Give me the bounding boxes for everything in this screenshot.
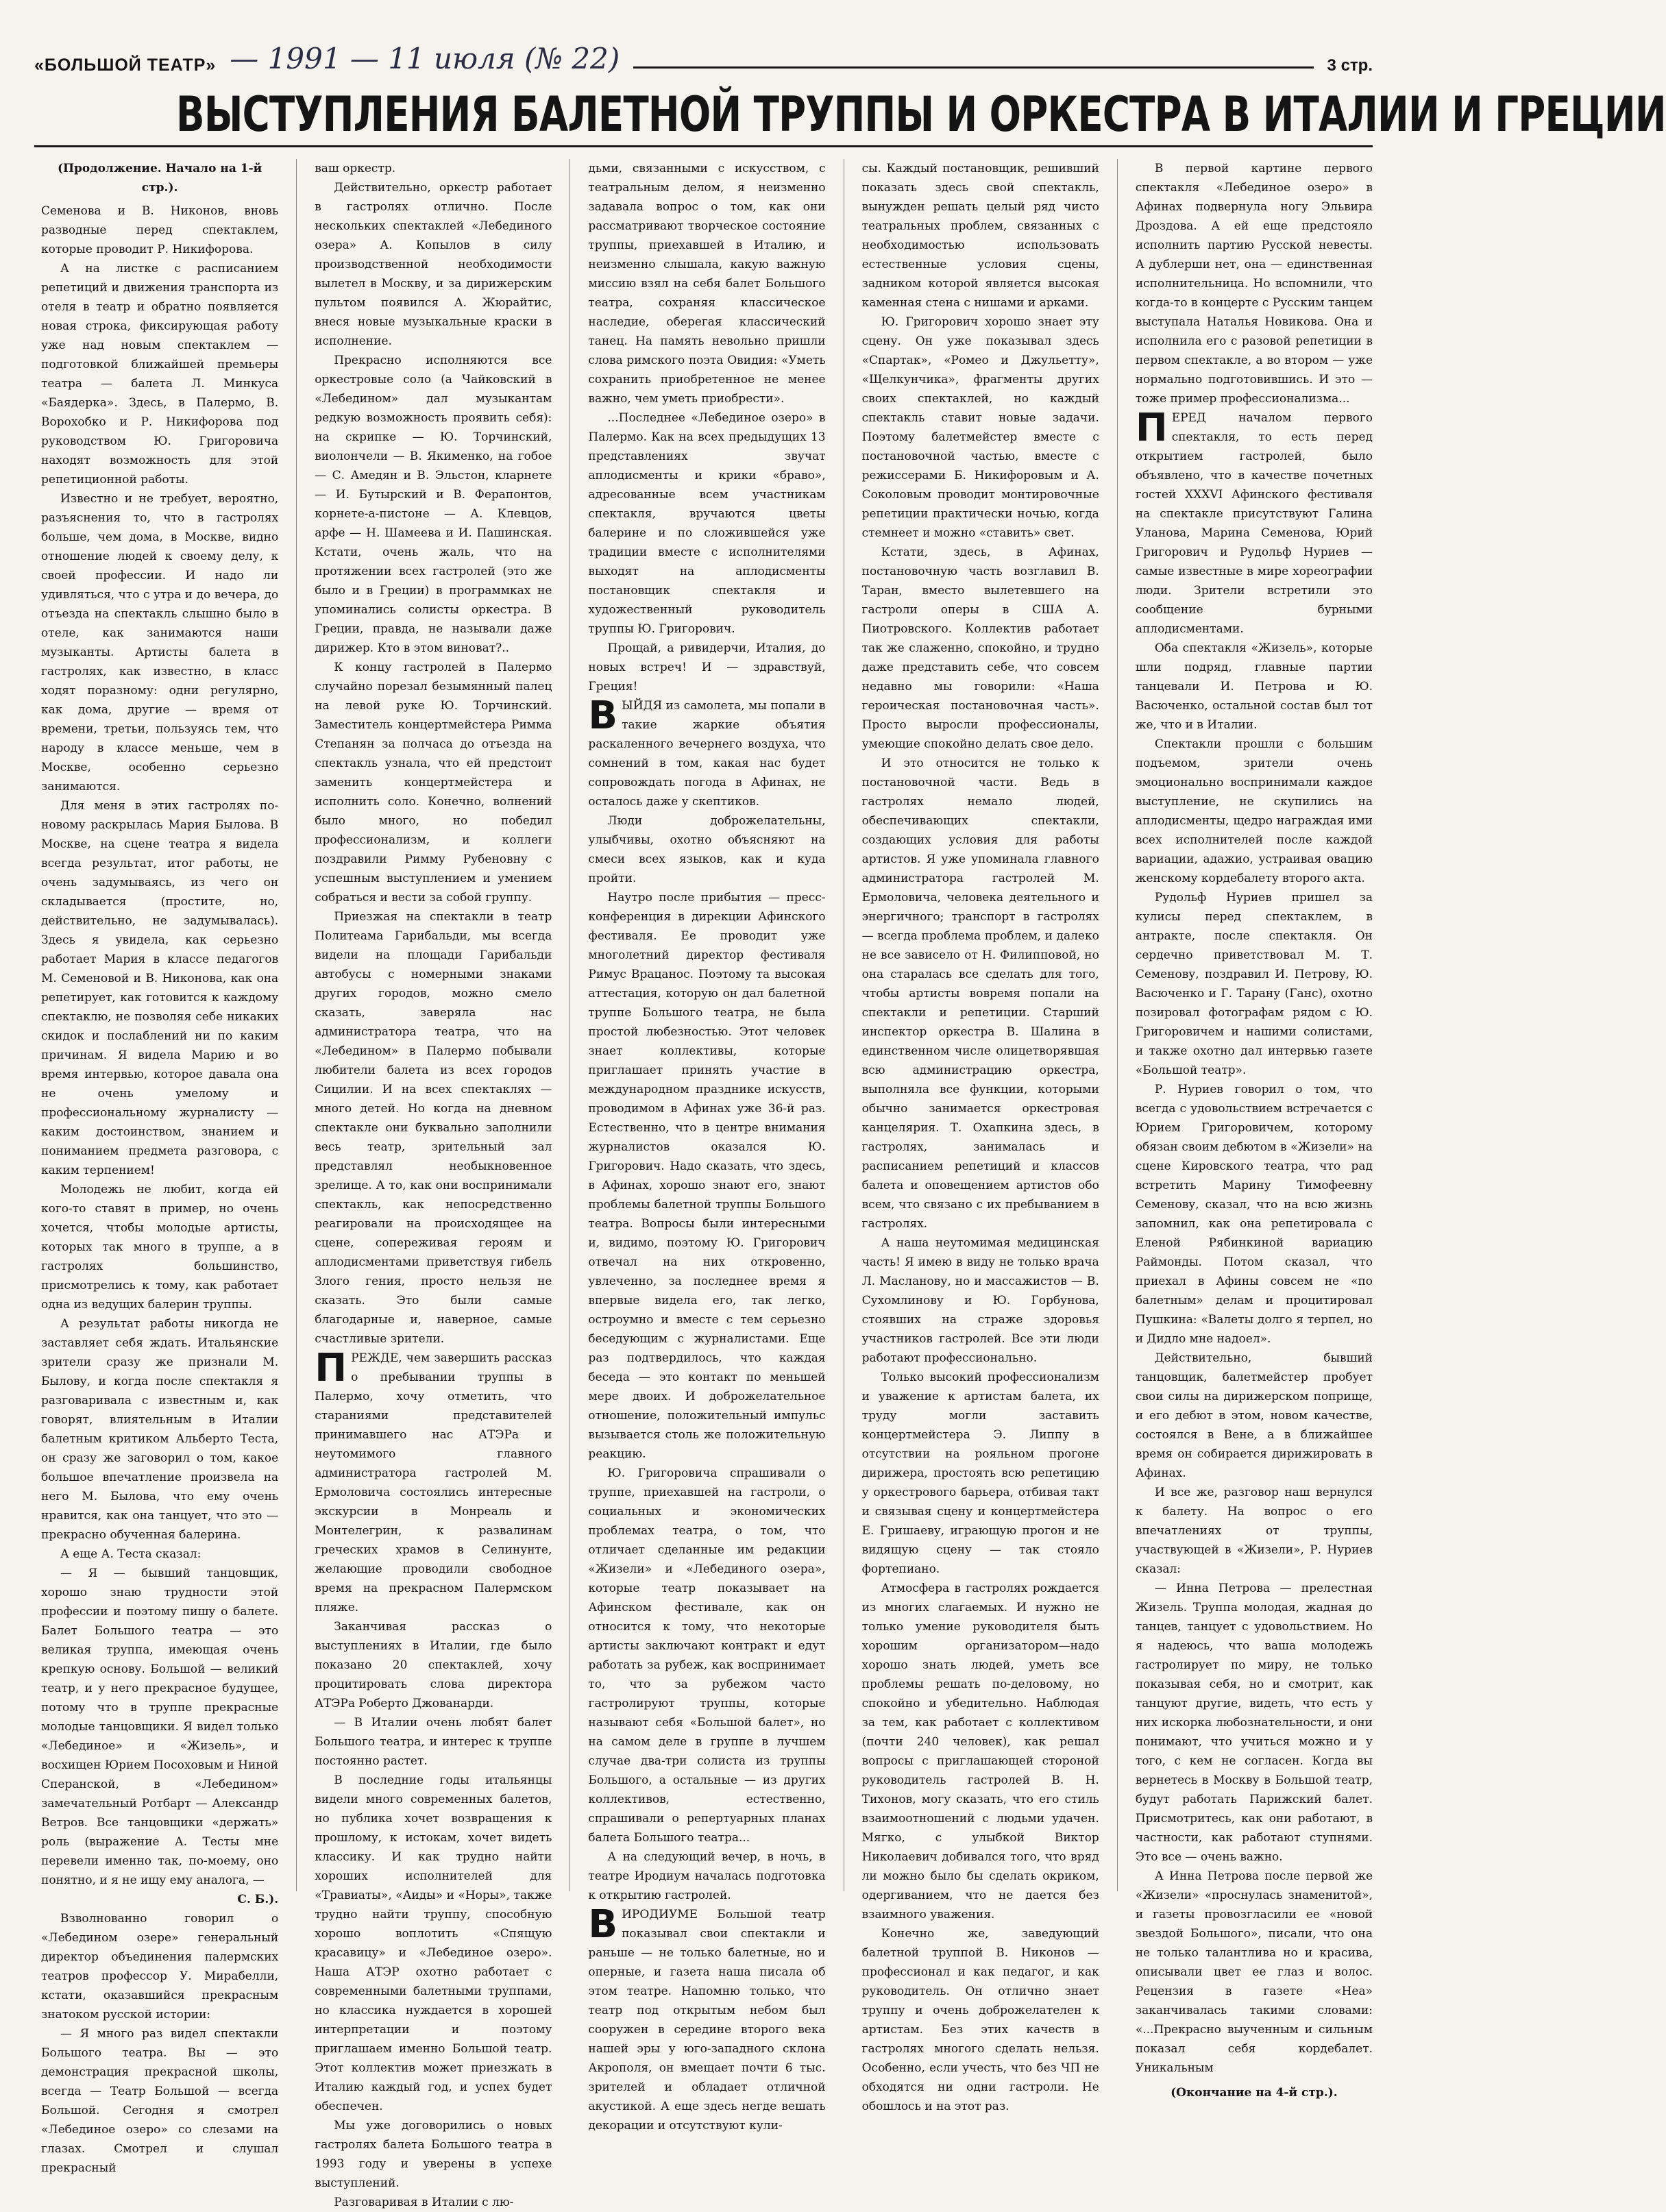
paragraph: В первой картине первого спектакля «Лебединое озеро» в Афинах подвернула ногу Эльвира Дроздова. А ей еще предстояло исполнить партию Русской невесты. А дублерши нет, она — единственная исполнительница. Но вспомнили, что когда-то в концерте с Русским танцем выступала Наталья Новикова. Она и исполнила его с разовой репетиции в первом спектакле, а во втором — уже нормально подготовившись. И это — тоже пример профессионализма... (1135, 162, 1373, 406)
paragraph: Ю. Григоровича спрашивали о труппе, приехавшей на гастроли, о социальных и экономических проблемах театра, о том, что отличает сделанные им редакции «Жизели» и «Лебединого озера», которые театр показывает на Афинском фестивале, как он относится к тому, что некоторые артисты заключают контракт и едут работать за рубеж, как воспринимает то, что за рубежом часто гастролируют труппы, которые называют себя «Большой балет», но на самом деле в группе в лучшем случае два-три солиста из труппы Большого, а остальные — из других коллективов, естественно, спрашивали о репертуарных планах балета Большого театра... (588, 1466, 826, 1845)
paragraph: Наутро после прибытия — пресс-конференция в дирекции Афинского фестиваля. Ее проводит уже многолетний директор фестиваля Римус Врацанос. Поэтому та высокая аттестация, которую он дал балетной труппе Большого театра, не была простой любезностью. Этот человек знает коллективы, которые приглашает принять участие в международном празднике искусств, проводимом в Афинах уже 36-й раз. Естественно, что в центре внимания журналистов оказался Ю. Григорович. Надо сказать, что здесь, в Афинах, хорошо знают его, знают проблемы балетной труппы Большого театра. Вопросы были интересными и, видимо, поэтому Ю. Григорович отвечал на них откровенно, увлеченно, за последнее время я впервые видела его, так легко, остроумно и вместе с тем серьезно беседующим с журналистами. Еще раз подтвердилось, что каждая беседа — это контакт по меньшей мере двоих. И доброжелательное отношение, положительный импульс вызывается столь же положительную реакцию. (588, 891, 826, 1461)
paragraph: Оба спектакля «Жизель», которые шли подряд, главные партии танцевали И. Петрова и Ю. Васюченко, остальной состав был тот же, что и в Италии. (1135, 641, 1373, 732)
paragraph: ваш оркестр. (315, 162, 396, 175)
paragraph-dropcap (588, 1902, 826, 2135)
signature: С. Б.). (237, 1893, 279, 1906)
column-2 (315, 159, 552, 2209)
paragraph: А еще А. Теста сказал: (60, 1547, 201, 1561)
paragraph: Известно и не требует, вероятно, разъяснения то, что в гастролях больше, чем дома, в Москве, видно отношение людей к своему делу, к своей профессии. И надо ли удивляться, что с утра и до вечера, до отъезда на спектакль слышно было в отеле, как занимаются наши музыканты. Артисты балета в гастролях, как известно, в класс ходят поразному: одни регулярно, как дома, другие — время от времени, третьи, пользуясь тем, что народу в классе меньше, чем в Москве, особенно серьезно занимаются. (41, 492, 279, 794)
paragraph: Для меня в этих гастролях по-новому раскрылась Мария Былова. В Москве, на сцене театра я видела всегда результат, итог работы, не очень задумываясь, из чего он складывается (простите, но, действительно, не задумывалась). Здесь я увидела, как серьезно работает Мария в классе педагогов М. Семеновой и В. Никонова, как она репетирует, как готовится к каждому спектаклю, не позволяя себе никаких скидок и послаблений ни по каким причинам. Я видела Марию и во время интервью, которое давала она не очень умелому и профессиональному журналисту — каким достоинством, знанием и пониманием предмета разговора, с каким терпением! (41, 799, 279, 1177)
paragraph: Мы уже договорились о новых гастролях балета Большого театра в 1993 году и уверены в успехе выступлений. (315, 2119, 552, 2190)
continuation-note: (Продолжение. Начало на 1-й стр.). (57, 162, 262, 195)
paragraph: Люди доброжелательны, улыбчивы, охотно объясняют на смеси всех языков, как и куда пройти. (588, 814, 826, 885)
paragraph: Действительно, бывший танцовщик, балетмейстер пробует свои силы на дирижерском поприще, и его дебют в этом, новом качестве, состоялся в Вене, а в ближайшее время он собирается дирижировать в Афинах. (1135, 1351, 1373, 1480)
paragraph: дьми, связанными с искусством, с театральным делом, я неизменно задавала вопрос о том, как они рассматривают творческое состояние труппы, приехавшей в Италию, и неизменно слышала, какую важную миссию взял на себя балет Большого театра, сохраняя классическое наследие, оберегая классический танец. На память невольно пришли слова римского поэта Овидия: «Уметь сохранить приобретенное не менее важно, чем уметь приобрести». (588, 162, 826, 406)
paragraph: Кстати, здесь, в Афинах, постановочную часть возглавил В. Таран, вместо вылетевшего на гастроли оперы в США А. Пиотровского. Коллектив работает так же слаженно, спокойно, и трудно даже представить себе, что совсем недавно мы говорили: «Наша героическая постановочная часть». Просто выросли профессионалы, умеющие спокойно делать свое дело. (861, 545, 1099, 751)
paragraph: Атмосфера в гастролях рождается из многих слагаемых. И нужно не только умение руководителя быть хорошим организатором—надо хорошо знать людей, уметь все проблемы решать по-деловому, но спокойно и убедительно. Наблюдая за тем, как работает с коллективом (почти 240 человек), как решал вопросы с приглашающей стороной руководитель гастролей В. Н. Тихонов, могу сказать, что его стиль взаимоотношений с людьми удачен. Мягко, с улыбкой Виктор Николаевич добивался того, что вряд ли можно было бы сделать окриком, одергиванием, что не дается без взаимного уважения. (861, 1582, 1099, 1921)
paragraph-text: ЕРЕД началом первого спектакля, то есть перед открытием гастролей, было объявлено, что в качестве почетных гостей XXXVI Афинского фестиваля на спектакле присутствуют Галина Уланова, Марина Семенова, Юрий Григорович и Рудольф Нуриев — самые известные в мире хореографии люди. Зрители встретили это сообщение бурными аплодисментами. (1135, 411, 1373, 636)
paragraph: Прекрасно исполняются все оркестровые соло (а Чайковский в «Лебедином» дал музыкантам редкую возможность проявить себя): на скрипке — Ю. Торчинский, виолончели — В. Якименко, на гобое — С. Амедян и В. Эльстон, кларнете — И. Бутырский и В. Ферапонтов, корнете-а-пистоне — А. Клевцов, арфе — Н. Шамеева и И. Пашинская. Кстати, очень жаль, что на протяжении всех гастролей (это же было и в Греции) в программках не упоминались солисты оркестра. В Греции, правда, не называли даже дирижер. Кто в этом виноват?.. (315, 354, 552, 655)
paragraph-dropcap (588, 693, 826, 811)
paragraph-text: ЫЙДЯ из самолета, мы попали в такие жаркие объятия раскаленного вечернего воздуха, что сомнений в том, какая нас будет сопровождать погода в Афинах, не осталось даже у скептиков. (588, 699, 826, 809)
paragraph-text: ИРОДИУМЕ Большой театр показывал свои спектакли и раньше — не только балетные, но и оперные, и газета наша писала об этом театре. Напомню только, что театр под открытым небом был сооружен в середине второго века нашей эры у юго-западного склона Акрополя, он вмещает почти 6 тыс. зрителей и обладает отличной акустикой. А еще здесь негде вешать декорации и отсутствуют кули- (588, 1908, 826, 2133)
handwritten-date-note: — 1991 — 11 июля (№ 22) (230, 42, 620, 75)
column-4 (861, 159, 1099, 2113)
drop-cap-letter: В (588, 693, 618, 738)
paragraph: Прощай, а ривидерчи, Италия, до новых встреч! И — здравствуй, Греция! (588, 641, 826, 693)
paragraph: Спектакли прошли с большим подъемом, зрители очень эмоционально воспринимали каждое выступление, не скупились на аплодисменты, щедро награждая ими всех исполнителей после каждой вариации, адажио, устраивая овацию женскому кордебалету второго акта. (1135, 737, 1373, 885)
paragraph: Взволнованно говорил о «Лебедином озере» генеральный директор объединения палермских театров профессор У. Мирабелли, кстати, оказавшийся прекрасным знатоком русской истории: (41, 1912, 279, 2021)
column-divider (569, 159, 570, 1891)
paper-name: «БОЛЬШОЙ ТЕАТР» (34, 56, 217, 75)
paragraph: Семенова и В. Никонов, вновь разводные перед спектаклем, которые проводит Р. Никифорова. (41, 204, 279, 256)
continued-note: (Окончание на 4-й стр.). (1171, 2086, 1338, 2100)
paragraph: А Инна Петрова после первой же «Жизели» «проснулась знаменитой», и газеты провозгласили ее «новой звездой Большого», писали, что она не только талантлива но и красива, описывали цвет ее глаз и волос. Рецензия в газете «Неа» заканчивалась такими словами: «...Прекрасно выученным и сильным показал себя кордебалет. Уникальным (1135, 1869, 1373, 2075)
paragraph: Ю. Григорович хорошо знает эту сцену. Он уже показывал здесь «Спартак», «Ромео и Джульетту», «Щелкунчика», фрагменты других своих спектаклей, но каждый спектакль ставит новые задачи. Поэтому балетмейстер вместе с постановочной частью, вместе с режиссерами Б. Никифоровым и А. Соколовым проводит монтировочные репетиции практически ночью, когда стемнеет и можно «ставить» свет. (861, 315, 1099, 540)
paragraph-dropcap (1136, 408, 1373, 639)
paragraph: — Я — бывший танцовщик, хорошо знаю трудности этой профессии и поэтому пишу о балете. Балет Большого театра — это великая труппа, имеющая очень крепкую основу. Большой — великий театр, и у него прекрасное будущее, потому что в труппе прекрасные молодые танцовщики. Я видел только «Лебединое» и «Жизель», и восхищен Юрием Посоховым и Ниной Сперанской, в «Лебедином» замечательный Ротбарт — Александр Ветров. Все танцовщики «держать» роль (выражение А. Тесты мне перевели именно так, по-моему, оно понятно, и я не ищу ему аналога, — (41, 1566, 279, 1887)
paragraph: Молодежь не любит, когда ей кого-то ставят в пример, но очень хочется, чтобы молодые артисты, которых так много в труппе, а в гастролях большинство, присмотрелись к тому, как работает одна из ведущих балерин труппы. (41, 1183, 279, 1312)
paragraph: Разговаривая в Италии с лю- (334, 2196, 514, 2209)
column-3 (588, 159, 826, 2133)
paragraph: Р. Нуриев говорил о том, что всегда с удовольствием встречается с Юрием Григоровичем, которому обязан своим дебютом в «Жизели» на сцене Кировского театра, что рад встретить Марину Тимофеевну Семенову, сказал, что на всю жизнь запомнил, как она репетировала с Еленой Рябинкиной вариацию Раймонды. Потом сказал, что приехал в Афины совсем не «по балетным» делам и процитировал Пушкина: «Валеты долго я терпел, но и Дидло мне надоел». (1135, 1083, 1373, 1346)
paragraph: И все же, разговор наш вернулся к балету. На вопрос о его впечатлениях от труппы, участвующей в «Жизели», Р. Нуриев сказал: (1135, 1486, 1373, 1576)
paragraph: ...Последнее «Лебединое озеро» в Палермо. Как на всех предыдущих 13 представлениях звучат аплодисменты и крики «браво», адресованные всем участникам спектакля, вручаются цветы балерине и по сложившейся уже традиции вместе с исполнителями выходят на аплодисменты постановщик спектакля и художественный руководитель труппы Ю. Григорович. (588, 411, 826, 636)
paragraph: А результат работы никогда не заставляет себя ждать. Итальянские зрители сразу же признали М. Былову, и когда после спектакля я разговаривала с известным и, как говорят, влиятельным в Италии балетным критиком Альберто Теста, он сразу же заговорил о том, какое большое впечатление произвела на него М. Былова, что ему очень нравится, как она танцует, что это — прекрасно обученная балерина. (41, 1317, 279, 1542)
column-divider (1117, 159, 1118, 1891)
column-1 (41, 159, 279, 2175)
paragraph: сы. Каждый постановщик, решивший показать здесь свой спектакль, вынужден решать целый ряд чисто театральных проблем, связанных с необходимостью использовать естественные условия сцены, задником которой является высокая каменная стена с нишами и арками. (861, 162, 1099, 310)
paragraph: К концу гастролей в Палермо случайно порезал безымянный палец на левой руке Ю. Торчинский. Заместитель концертмейстера Римма Степанян за полчаса до отъезда на спектакль узнала, что ей предстоит заменить концертмейстера и исполнить соло. Конечно, волнений было много, но победил профессионализм, и коллеги поздравили Римму Рубеновну с успешным выступлением и умением собраться и вести за собой группу. (315, 661, 552, 905)
paragraph: — В Италии очень любят балет Большого театра, и интерес к труппе постоянно растет. (315, 1716, 552, 1768)
paragraph: А на листке с расписанием репетиций и движения транспорта из отеля в театр и обратно появляется новая строка, фиксирующая работу уже над новым спектаклем — подготовкой ближайшей премьеры театра — балета Л. Минкуса «Баядерка». Здесь, в Палермо, В. Ворохобко и Р. Никифорова под руководством Ю. Григоровича находят возможность для этой репетиционной работы. (41, 262, 279, 487)
drop-cap-letter: П (315, 1346, 347, 1390)
page-number: 3 стр. (1327, 56, 1373, 75)
column-5 (1135, 159, 1373, 2100)
column-divider (296, 159, 297, 1891)
paragraph-text: РЕЖДЕ, чем завершить рассказ о пребывании труппы в Палермо, хочу отметить, что стараниями представителей принимавшего нас АТЭРа и неутомимого главного администратора гастролей М. Ермоловича состоялись интересные экскурсии в Монреаль и Монтелегрин, к развалинам греческих храмов в Селинунте, желающие проводили свободное время на прекрасном Палермском пляже. (315, 1351, 552, 1614)
paragraph: Только высокий профессионализм и уважение к артистам балета, их труду могли заставить концертмейстера Э. Липпу в отсутствии на рояльном прогоне дирижера, простоять всю репетицию у оркестрового барьера, отбивая такт и связывая сцену и концертмейстера Е. Гришаеву, играющую прогон и не видящую сцену — так стояло фортепиано. (861, 1371, 1099, 1576)
paragraph: Приезжая на спектакли в театр Политеама Гарибальди, мы всегда видели на площади Гарибальди автобусы с номерными знаками других городов, можно смело сказать, заверяла нас администратора театра, что на «Лебедином» в Палермо побывали любители балета из всех городов Сицилии. И на всех спектаклях — много детей. Но когда на дневном спектакле они буквально заполнили весь театр, зрительный зал представлял необыкновенное зрелище. А то, как они воспринимали спектакль, как непосредственно реагировали на происходящее на сцене, сопереживая героям и аплодисментами приветствуя гибель Злого гения, просто нельзя не сказать. Это были самые благодарные и, наверное, самые счастливые зрители. (315, 910, 552, 1346)
paragraph: — Я много раз видел спектакли Большого театра. Вы — это демонстрация прекрасной школы, всегда — Театр Большой — всегда Большой. Сегодня я смотрел «Лебединое озеро» со слезами на глазах. Смотрел и слушал прекрасный (41, 2027, 279, 2175)
paragraph: А на следующий вечер, в ночь, в театре Иродиум началась подготовка к открытию гастролей. (588, 1850, 826, 1902)
paragraph: И это относится не только к постановочной части. Ведь в гастролях немало людей, обеспечивающих спектакли, создающих условия для работы артистов. Я уже упоминала главного администратора гастролей М. Ермоловича, человека деятельного и энергичного; транспорт в гастролях — всегда проблема проблем, и далеко не все зависело от Н. Филипповой, но она старалась все сделать для того, чтобы артисты вовремя попали на спектакли и репетиции. Старший инспектор оркестра В. Шалина в единственном числе олицетворявшая всю администрацию оркестра, выполняла все функции, которыми обычно занимается оркестровая канцелярия. Т. Охапкина здесь, в гастролях, занималась и расписанием репетиций и классов балета и оповещением артистов обо всем, что связано с их пребыванием в гастролях. (861, 757, 1099, 1231)
paragraph: Конечно же, заведующий балетной труппой В. Никонов — профессионал и как педагог, и как руководитель. Он отлично знает труппу и очень доброжелателен к артистам. Без этих качеств в гастролях многого сделать нельзя. Особенно, если учесть, что без ЧП не обходятся ни одни гастроли. Не обошлось и на этот раз. (861, 1927, 1099, 2113)
masthead (34, 41, 1373, 75)
paragraph: Действительно, оркестр работает в гастролях отлично. После нескольких спектаклей «Лебединого озера» А. Копылов в силу производственной необходимости вылетел в Москву, и за дирижерским пультом появился А. Жюрайтис, внеся новые музыкальные краски в исполнение. (315, 181, 552, 348)
masthead-rule (633, 66, 1313, 69)
drop-cap-letter: П (1135, 406, 1168, 450)
paragraph: А наша неутомимая медицинская часть! Я имею в виду не только врача Л. Масланову, но и массажистов — В. Сухомлинову и Ю. Горбунова, стоявших на страже здоровья участников гастролей. Все эти люди работают профессионально. (861, 1236, 1099, 1365)
article-headline: ВЫСТУПЛЕНИЯ БАЛЕТНОЙ ТРУППЫ И ОРКЕСТРА В ИТАЛИИ И ГРЕЦИИ (176, 86, 1666, 143)
paragraph: Рудольф Нуриев пришел за кулисы перед спектаклем, в антракте, после спектакля. Он сердечно приветствовал М. Т. Семенову, поздравил И. Петрову, Ю. Васюченко и Г. Тарану (Ганс), охотно позировал фотографам рядом с Ю. Григоровичем и нашими солистами, и также охотно дал интервью газете «Большой театр». (1135, 891, 1373, 1077)
paragraph: В последние годы итальянцы видели много современных балетов, но публика хочет возвращения к прошлому, к истокам, хочет видеть классику. И как трудно найти хороших исполнителей для «Травиаты», «Аиды» и «Норы», также трудно найти труппу, способную хорошо воплотить «Спящую красавицу» и «Лебединое озеро». Наша АТЭР охотно работает с современными балетными труппами, но классика нуждается в хорошей интерпретации и поэтому приглашаем именно Большой театр. Этот коллектив может приезжать в Италию каждый год, и успех будет обеспечен. (315, 1773, 552, 2113)
paragraph: Заканчивая рассказ о выступлениях в Италии, где было показано 20 спектаклей, хочу процитировать слова директора АТЭРа Роберто Джованарди. (315, 1620, 552, 1710)
headline-rule (34, 145, 1373, 147)
article-columns (41, 159, 1373, 2209)
drop-cap-letter: В (588, 1902, 618, 1947)
paragraph-dropcap (315, 1346, 552, 1617)
paragraph: — Инна Петрова — прелестная Жизель. Труппа молодая, жадная до танцев, танцует с удовольствием. Но я надеюсь, что ваша молодежь гастролирует по миру, не только показывая себя, но и смотрит, как танцуют другие, видеть, что есть у них искорка любознательности, и они понимают, что учиться можно и у того, с кем не согласен. Когда вы вернетесь в Москву в Большой театр, будут работать Парижский балет. Присмотритесь, как они работают, в частности, как работают ступнями. Это все — очень важно. (1135, 1582, 1373, 1864)
